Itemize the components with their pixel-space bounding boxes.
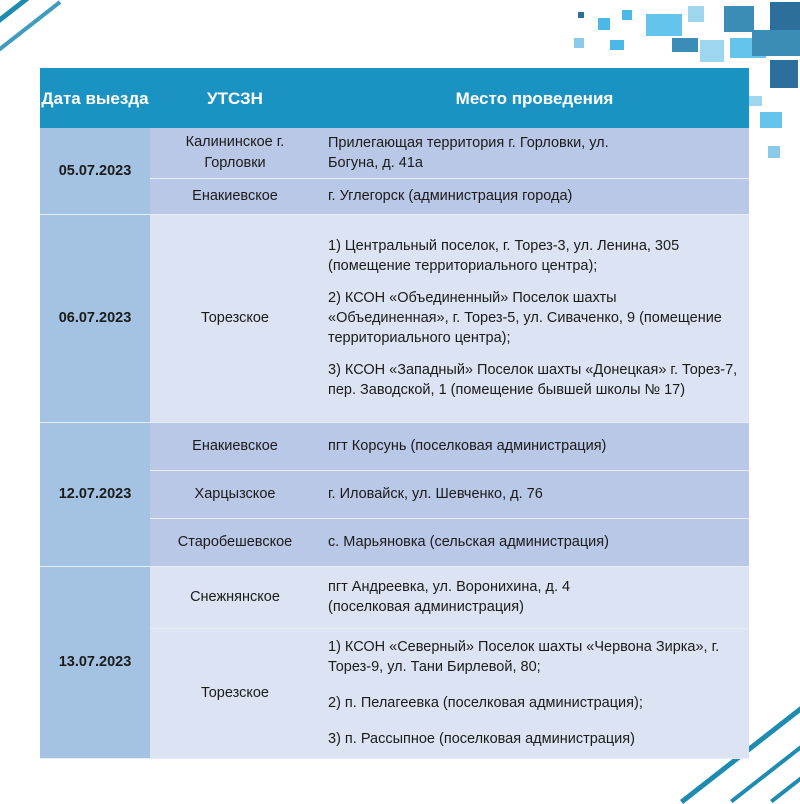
date-cell: 06.07.2023 [40, 214, 150, 422]
place-cell: Прилегающая территория г. Горловки, ул. Богуна, д. 41а [320, 128, 749, 178]
place-item: 2) п. Пелагеевка (поселковая администрация); [328, 695, 643, 711]
schedule-table [40, 68, 749, 759]
table-row [40, 214, 749, 422]
place-cell: г. Углегорск (администрация города) [320, 178, 749, 214]
place-item: 3) п. Рассыпное (поселковая администрация) [328, 731, 635, 747]
header-place: Место проведения [320, 68, 749, 128]
utszn-cell: Енакиевское [150, 422, 320, 470]
place-cell [320, 628, 749, 758]
place-item: 3) КСОН «Западный» Поселок шахты «Донецкая» г. Торез-7, пер. Заводской, 1 (помещение бывшей школы № 17) [328, 362, 738, 398]
place-cell: с. Марьяновка (сельская администрация) [320, 518, 749, 566]
place-cell [320, 214, 749, 422]
utszn-cell: Старобешевское [150, 518, 320, 566]
table-header-row [40, 68, 749, 128]
place-cell: г. Иловайск, ул. Шевченко, д. 76 [320, 470, 749, 518]
table-row [40, 422, 749, 470]
date-cell: 13.07.2023 [40, 566, 150, 758]
table-row [40, 128, 749, 178]
utszn-cell: Снежнянское [150, 566, 320, 628]
date-cell: 05.07.2023 [40, 128, 150, 214]
table-row [40, 566, 749, 628]
place-cell: пгт Корсунь (поселковая администрация) [320, 422, 749, 470]
header-utszn: УТСЗН [150, 68, 320, 128]
header-date: Дата выезда [40, 68, 150, 128]
utszn-cell: Харцызское [150, 470, 320, 518]
utszn-cell: Торезское [150, 628, 320, 758]
place-item: 1) Центральный поселок, г. Торез-3, ул. Ленина, 305 (помещение территориального центра); [328, 238, 680, 274]
date-cell: 12.07.2023 [40, 422, 150, 566]
place-cell: пгт Андреевка, ул. Воронихина, д. 4 (поселковая администрация) [320, 566, 749, 628]
utszn-cell: Калининское г. Горловки [150, 128, 320, 178]
utszn-cell: Торезское [150, 214, 320, 422]
place-item: 2) КСОН «Объединенный» Поселок шахты «Объединенная», г. Торез-5, ул. Сиваченко, 9 (помещение территориального центра); [328, 290, 722, 346]
place-item: 1) КСОН «Северный» Поселок шахты «Червона Зирка», г. Торез-9, ул. Тани Бирлевой, 80; [328, 639, 720, 675]
utszn-cell: Енакиевское [150, 178, 320, 214]
